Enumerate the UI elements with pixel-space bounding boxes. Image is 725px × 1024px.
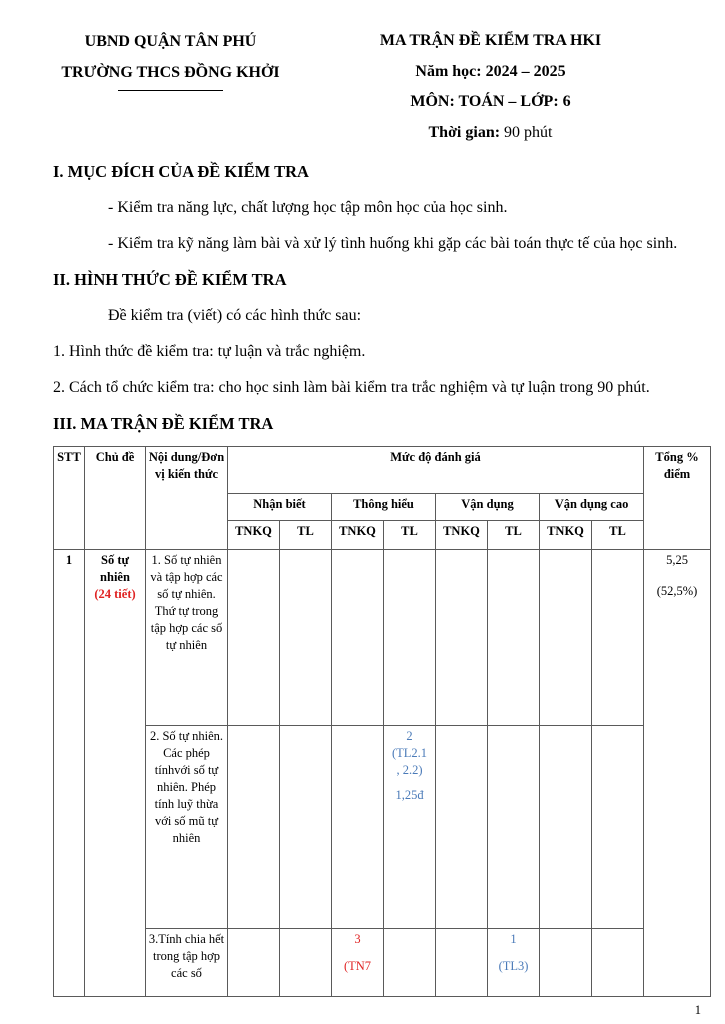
table-header-row-1 bbox=[54, 447, 711, 494]
cell-r1-nb-tl bbox=[280, 550, 332, 726]
cell-r3-vd-tnkq bbox=[436, 929, 488, 997]
cell-r3-vdc-tnkq bbox=[540, 929, 592, 997]
tong-percent: (52,5%) bbox=[656, 584, 698, 599]
cell-tong-percent bbox=[644, 550, 711, 997]
cell-r2-vd-tl bbox=[488, 726, 540, 929]
header-left-block bbox=[53, 26, 288, 148]
r3-th-tnkq-ref: (TN7 bbox=[343, 959, 372, 974]
cell-r3-th-tl bbox=[384, 929, 436, 997]
document-header bbox=[53, 26, 710, 148]
cell-r3-nb-tnkq bbox=[228, 929, 280, 997]
header-nb-tl: TL bbox=[280, 521, 332, 550]
header-mucdo-text: Mức độ đánh giá bbox=[390, 450, 481, 465]
exam-matrix-table bbox=[53, 446, 711, 997]
cell-r2-th-tnkq bbox=[332, 726, 384, 929]
r3-th-tnkq-count: 3 bbox=[354, 932, 361, 947]
section-1-paragraph-2: - Kiểm tra kỹ năng làm bài và xử lý tình huống khi gặp các bài toán thực tế của học sinh. bbox=[108, 235, 678, 253]
cell-r2-vdc-tnkq bbox=[540, 726, 592, 929]
header-right-block bbox=[288, 26, 693, 148]
r2-th-tl-count: 2 bbox=[406, 729, 413, 744]
r2-th-tl-points: 1,25đ bbox=[395, 788, 424, 803]
section-2-paragraph-1: Đề kiểm tra (viết) có các hình thức sau: bbox=[108, 307, 362, 325]
r3-vd-tl-count: 1 bbox=[510, 932, 517, 947]
header-cell-stt: STT bbox=[54, 447, 85, 550]
school-year: Năm học: 2024 – 2025 bbox=[415, 62, 566, 80]
cell-r1-vd-tnkq bbox=[436, 550, 488, 726]
cell-r1-nb-tnkq bbox=[228, 550, 280, 726]
section-2-paragraph-2: 1. Hình thức đề kiểm tra: tự luận và trắc nghiệm. bbox=[53, 343, 366, 361]
header-th-tl: TL bbox=[384, 521, 436, 550]
section-2-paragraph-3: 2. Cách tổ chức kiểm tra: cho học sinh làm bài kiểm tra trắc nghiệm và tự luận trong 90 phút. bbox=[53, 379, 650, 397]
issuing-authority: UBND QUẬN TÂN PHÚ bbox=[84, 33, 257, 50]
cell-r1-vd-tl bbox=[488, 550, 540, 726]
cell-r1-vdc-tnkq bbox=[540, 550, 592, 726]
section-3-title: III. MA TRẬN ĐỀ KIỂM TRA bbox=[53, 414, 274, 434]
cell-r1-vdc-tl bbox=[592, 550, 644, 726]
section-1-title: I. MỤC ĐÍCH CỦA ĐỀ KIỂM TRA bbox=[53, 162, 309, 182]
cell-r2-vdc-tl bbox=[592, 726, 644, 929]
cell-noidung-1: 1. Số tự nhiên và tập hợp các số tự nhiên. Thứ tự trong tập hợp các số tự nhiên bbox=[146, 550, 228, 726]
header-cell-chude: Chủ đề bbox=[85, 447, 146, 550]
section-1-paragraph-1: - Kiểm tra năng lực, chất lượng học tập môn học của học sinh. bbox=[108, 199, 508, 217]
cell-noidung-3: 3.Tính chia hết trong tập hợp các số bbox=[146, 929, 228, 997]
header-vdc-tnkq: TNKQ bbox=[540, 521, 592, 550]
header-nb-tnkq: TNKQ bbox=[228, 521, 280, 550]
chude-lesson-count: (24 tiết) bbox=[94, 587, 136, 602]
r2-th-tl-ref-2: , 2.2) bbox=[396, 763, 423, 778]
header-level-van-dung: Vận dụng bbox=[436, 494, 540, 521]
r2-th-tl-ref-1: (TL2.1 bbox=[391, 746, 428, 761]
cell-r3-vd-tl bbox=[488, 929, 540, 997]
cell-r1-th-tnkq bbox=[332, 550, 384, 726]
cell-r2-vd-tnkq bbox=[436, 726, 488, 929]
header-vd-tnkq: TNKQ bbox=[436, 521, 488, 550]
header-cell-noidung: Nội dung/Đơn vị kiến thức bbox=[146, 447, 228, 550]
header-level-van-dung-cao: Vận dụng cao bbox=[540, 494, 644, 521]
cell-r2-nb-tnkq bbox=[228, 726, 280, 929]
table-body-row-1 bbox=[54, 550, 711, 726]
cell-r2-nb-tl bbox=[280, 726, 332, 929]
header-vd-tl: TL bbox=[488, 521, 540, 550]
cell-noidung-2: 2. Số tự nhiên. Các phép tínhvới số tự nhiên. Phép tính luỹ thừa với số mũ tự nhiên bbox=[146, 726, 228, 929]
header-th-tnkq: TNKQ bbox=[332, 521, 384, 550]
table-body-row-3 bbox=[54, 929, 711, 997]
cell-r3-nb-tl bbox=[280, 929, 332, 997]
tong-points: 5,25 bbox=[666, 553, 688, 568]
page-number: 1 bbox=[694, 1003, 701, 1017]
cell-chude-so-tu-nhien bbox=[85, 550, 146, 997]
subject-grade: MÔN: TOÁN – LỚP: 6 bbox=[410, 93, 571, 111]
table-body-row-2 bbox=[54, 726, 711, 929]
header-cell-tong: Tổng % điểm bbox=[644, 447, 711, 550]
duration-label: Thời gian: bbox=[428, 123, 501, 141]
header-level-nhan-biet: Nhận biết bbox=[228, 494, 332, 521]
cell-r2-th-tl bbox=[384, 726, 436, 929]
school-name: TRƯỜNG THCS ĐỒNG KHỞI bbox=[61, 64, 280, 81]
section-2-title: II. HÌNH THỨC ĐỀ KIỂM TRA bbox=[53, 270, 287, 290]
duration-line bbox=[288, 118, 693, 149]
cell-r3-vdc-tl bbox=[592, 929, 644, 997]
document-title: MA TRẬN ĐỀ KIỂM TRA HKI bbox=[379, 32, 602, 49]
cell-r1-th-tl bbox=[384, 550, 436, 726]
header-vdc-tl: TL bbox=[592, 521, 644, 550]
header-cell-mucdo bbox=[228, 447, 644, 494]
r3-vd-tl-ref: (TL3) bbox=[498, 959, 529, 974]
header-level-thong-hieu: Thông hiểu bbox=[332, 494, 436, 521]
cell-stt-1: 1 bbox=[54, 550, 85, 997]
chude-title: Số tự nhiên bbox=[100, 553, 130, 585]
cell-r3-th-tnkq bbox=[332, 929, 384, 997]
header-separator-line bbox=[118, 90, 223, 91]
duration-value: 90 phút bbox=[500, 123, 553, 141]
